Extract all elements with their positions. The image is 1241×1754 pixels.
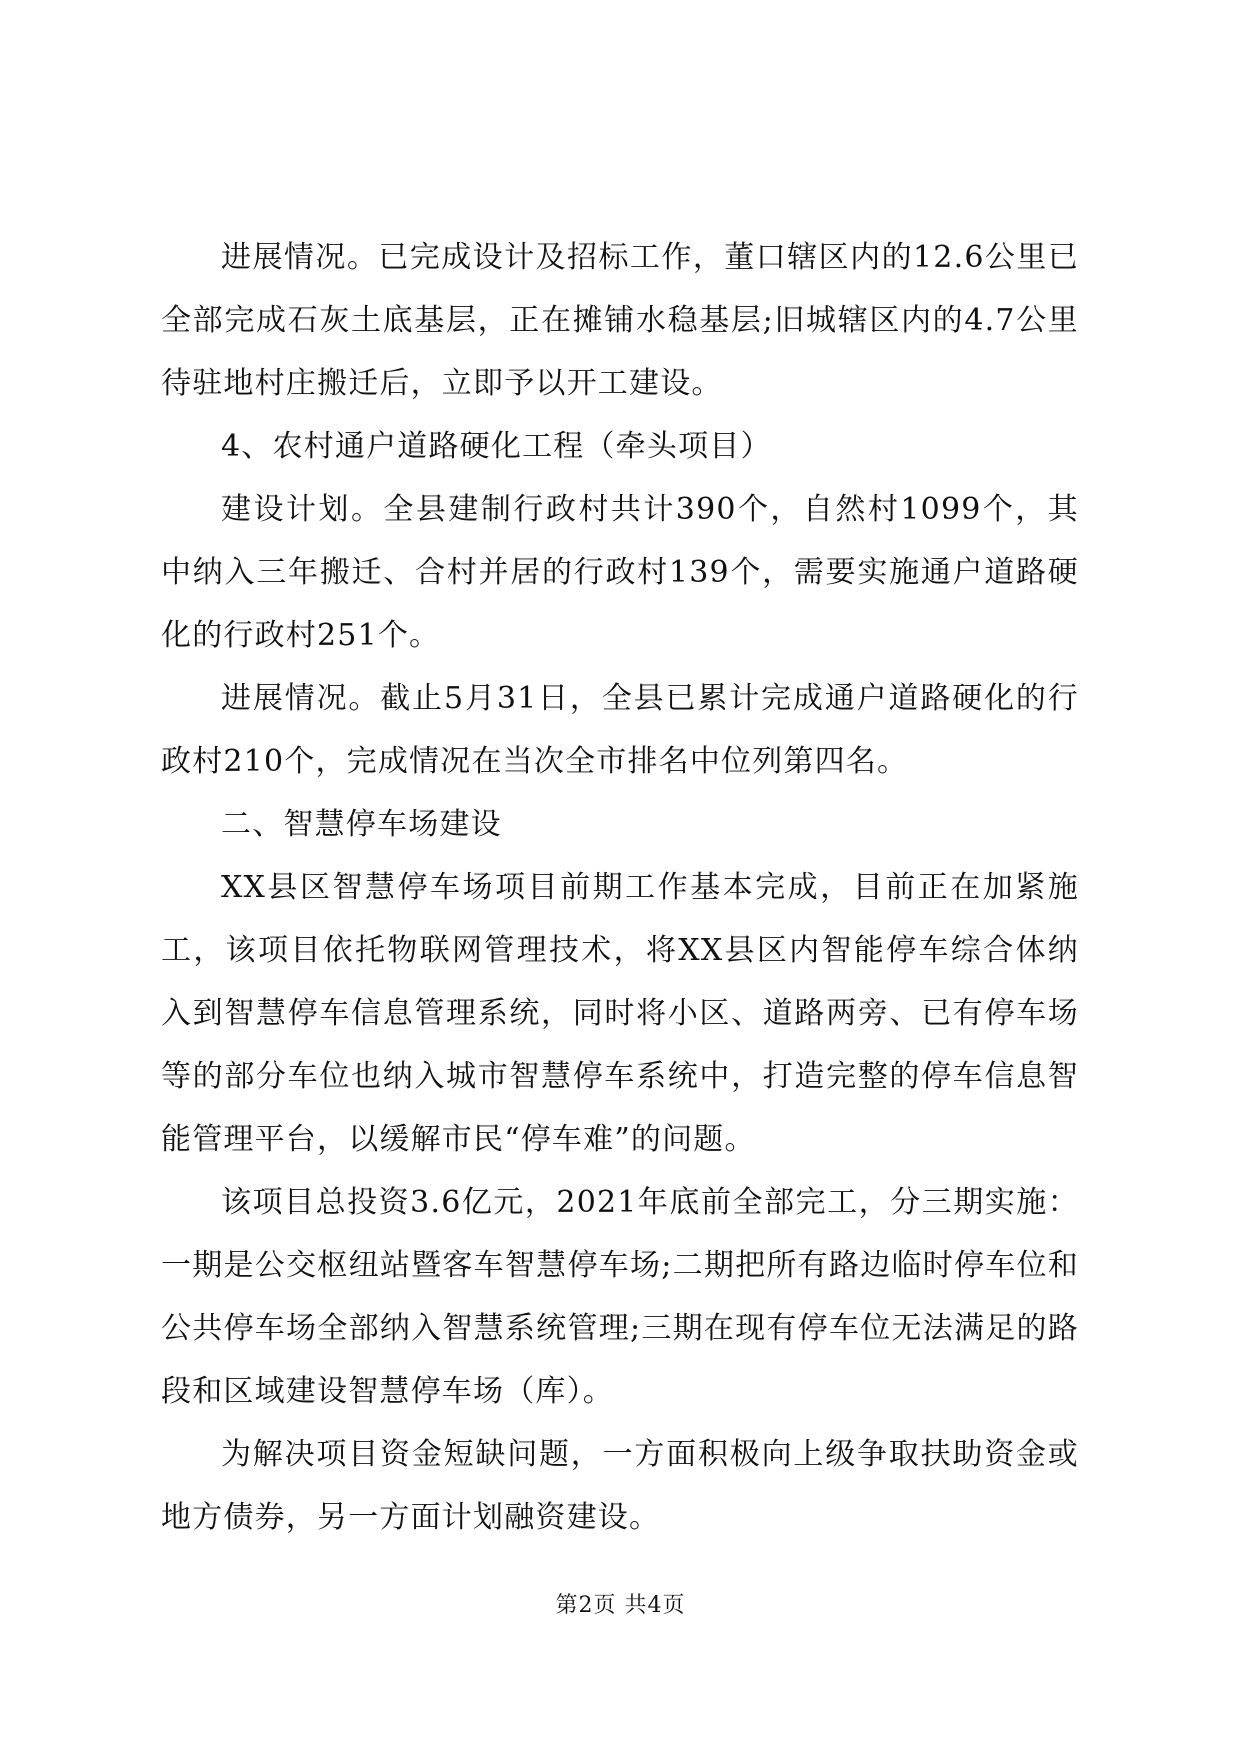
paragraph-investment-phases: 该项目总投资3.6亿元，2021年底前全部完工，分三期实施：一期是公交枢纽站暨客车智慧停车场;二期把所有路边临时停车位和公共停车场全部纳入智慧系统管理;三期在现有停车位无法满足的路段和区域建设智慧停车场（库）。 xyxy=(161,1185,1079,1409)
heading-smart-parking: 二、智慧停车场建设 xyxy=(221,807,502,842)
paragraph-progress-dongkou: 进展情况。已完成设计及招标工作，董口辖区内的12.6公里已全部完成石灰土底基层，正在摊铺水稳基层;旧城辖区内的4.7公里待驻地村庄搬迁后，立即予以开工建设。 xyxy=(161,240,1079,401)
document-body xyxy=(161,226,1079,1549)
heading-rural-road-hardening: 4、农村通户道路硬化工程（牵头项目） xyxy=(221,429,772,464)
paragraph-construction-plan: 建设计划。全县建制行政村共计390个，自然村1099个，其中纳入三年搬迁、合村并居的行政村139个，需要实施通户道路硬化的行政村251个。 xyxy=(161,492,1079,653)
page-number-footer: 第2页 共4页 xyxy=(555,1593,686,1618)
paragraph-smart-parking-project: XX县区智慧停车场项目前期工作基本完成，目前正在加紧施工，该项目依托物联网管理技术，将XX县区内智能停车综合体纳入到智慧停车信息管理系统，同时将小区、道路两旁、已有停车场等的部分车位也纳入城市智慧停车系统中，打造完整的停车信息智能管理平台，以缓解市民“停车难”的问题。 xyxy=(161,870,1079,1157)
paragraph-progress-may: 进展情况。截止5月31日，全县已累计完成通户道路硬化的行政村210个，完成情况在当次全市排名中位列第四名。 xyxy=(161,681,1079,779)
paragraph-funding: 为解决项目资金短缺问题，一方面积极向上级争取扶助资金或地方债券，另一方面计划融资建设。 xyxy=(161,1437,1079,1535)
